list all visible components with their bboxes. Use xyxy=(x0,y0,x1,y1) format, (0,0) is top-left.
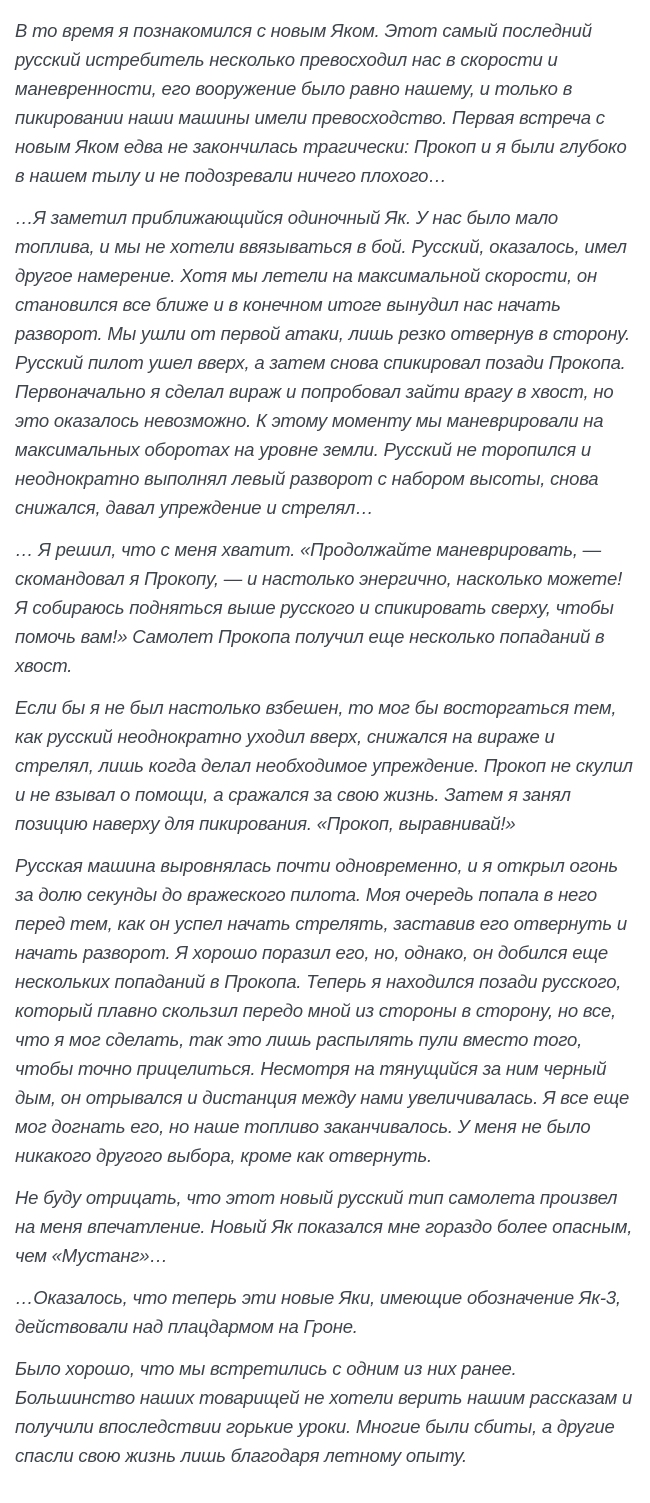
paragraph: В то время я познакомился с новым Яком. Этот самый последний русский истребитель несколько превосходил нас в скорости и маневренности, его вооружение было равно нашему, и только в пикировании наши машины имели превосходство. Первая встреча с новым Яком едва не закончилась трагически: Прокоп и я были глубоко в нашем тылу и не подозревали ничего плохого… xyxy=(15,20,627,186)
paragraph: … Я решил, что с меня хватит. «Продолжайте маневрировать, — скомандовал я Прокопу, — и настолько энергично, насколько можете! Я собираюсь подняться выше русского и спикировать сверху, чтобы помочь вам!» Самолет Прокопа получил еще несколько попаданий в хвост. xyxy=(15,539,623,676)
paragraph: Не буду отрицать, что этот новый русский тип самолета произвел на меня впечатление. Новый Як показался мне гораздо более опасным, чем «Мустанг»… xyxy=(15,1187,633,1266)
paragraph: …Оказалось, что теперь эти новые Яки, имеющие обозначение Як-3, действовали над плацдармом на Гроне. xyxy=(15,1287,621,1337)
paragraph: Было хорошо, что мы встретились с одним из них ранее. Большинство наших товарищей не хотели верить нашим рассказам и получили впоследствии горькие уроки. Многие были сбиты, а другие спасли свою жизнь лишь благодаря летному опыту. xyxy=(15,1358,633,1466)
paragraph: Русская машина выровнялась почти одновременно, и я открыл огонь за долю секунды до вражеского пилота. Моя очередь попала в него перед тем, как он успел начать стрелять, заставив его отвернуть и начать разворот. Я хорошо поразил его, но, однако, он добился еще нескольких попаданий в Прокопа. Теперь я находился позади русского, который плавно скользил передо мной из стороны в сторону, но все, что я мог сделать, так это лишь распылять пули вместо того, чтобы точно прицелиться. Несмотря на тянущийся за ним черный дым, он отрывался и дистанция между нами увеличивалась. Я все еще мог догнать его, но наше топливо заканчивалось. У меня не было никакого другого выбора, кроме как отвернуть. xyxy=(15,855,630,1166)
paragraph: …Я заметил приближающийся одиночный Як. У нас было мало топлива, и мы не хотели ввязываться в бой. Русский, оказалось, имел другое намерение. Хотя мы летели на максимальной скорости, он становился все ближе и в конечном итоге вынудил нас начать разворот. Мы ушли от первой атаки, лишь резко отвернув в сторону. Русский пилот ушел вверх, а затем снова спикировал позади Прокопа. Первоначально я сделал вираж и попробовал зайти врагу в хвост, но это оказалось невозможно. К этому моменту мы маневрировали на максимальных оборотах на уровне земли. Русский не торопился и неоднократно выполнял левый разворот с набором высоты, снова снижался, давал упреждение и стрелял… xyxy=(15,207,630,518)
paragraph: Если бы я не был настолько взбешен, то мог бы восторгаться тем, как русский неоднократно уходил вверх, снижался на вираже и стрелял, лишь когда делал необходимое упреждение. Прокоп не скулил и не взывал о помощи, а сражался за свою жизнь. Затем я занял позицию наверху для пикирования. «Прокоп, выравнивай!» xyxy=(15,697,633,834)
